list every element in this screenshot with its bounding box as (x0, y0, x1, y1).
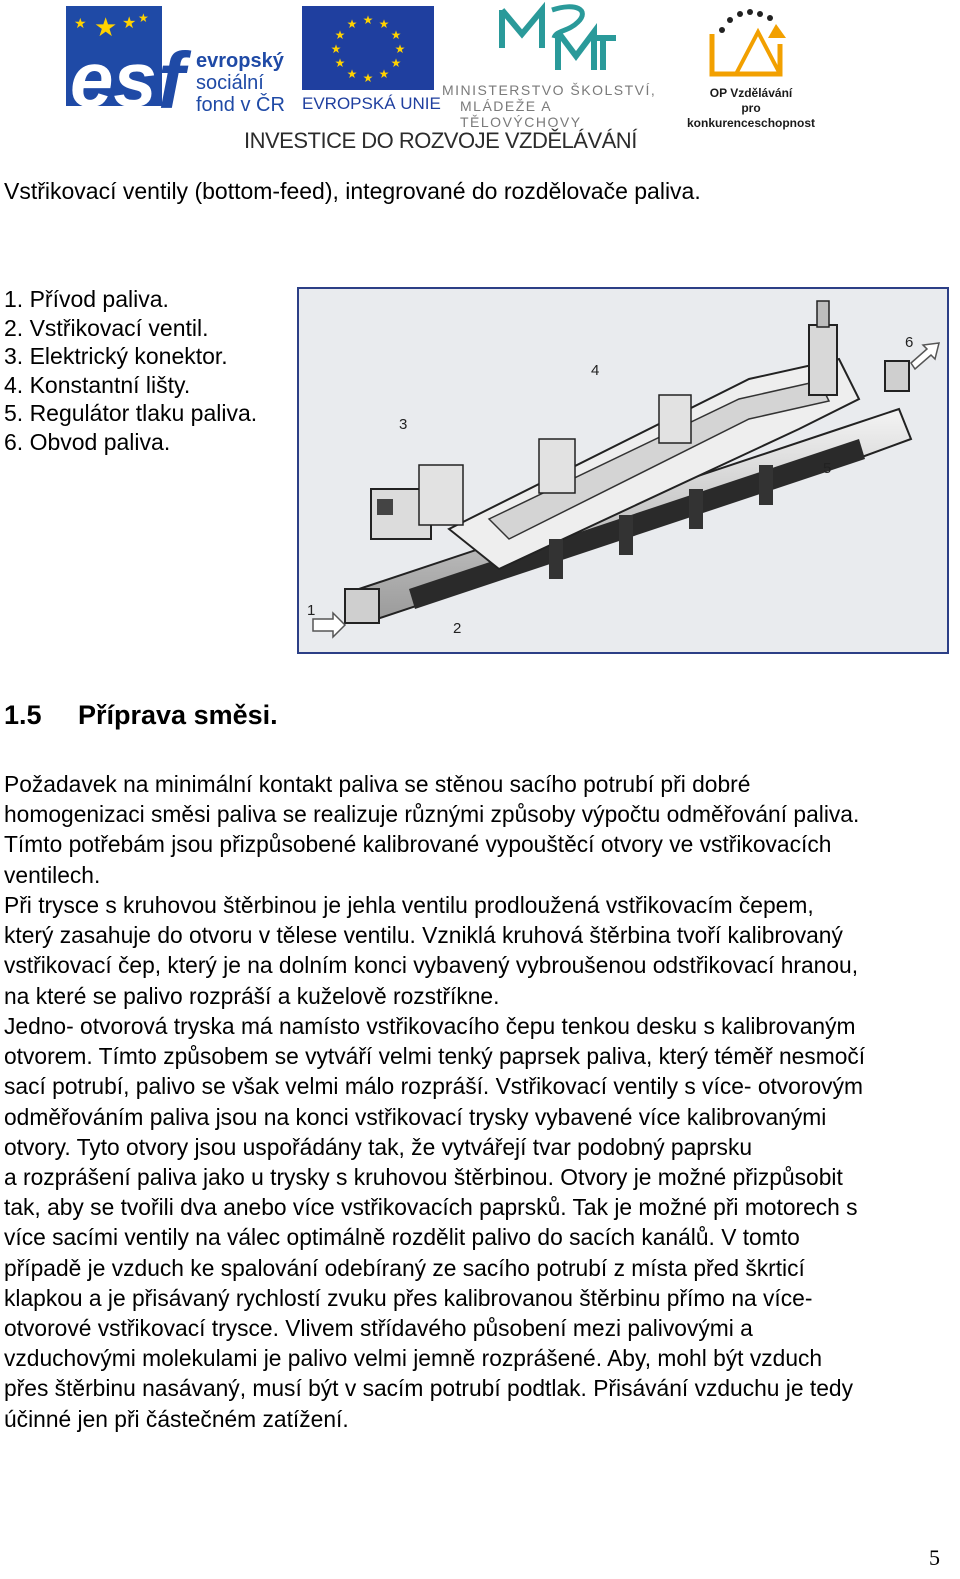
paragraph-line: klapkou a je přisávaný rychlostí zvuku přes kalibrovanou štěrbinu přímo na více- (4, 1284, 813, 1311)
svg-text:★: ★ (122, 13, 137, 32)
op-mark (706, 4, 790, 82)
paragraph-line: homogenizaci směsi paliva se realizuje různými způsoby výpočtu odměřování paliva. (4, 801, 860, 828)
svg-text:★: ★ (378, 67, 390, 81)
svg-text:★: ★ (74, 16, 87, 32)
page-number: 5 (929, 1545, 940, 1570)
svg-text:★: ★ (334, 28, 346, 42)
eu-flag (302, 6, 434, 90)
paragraph-line: sací potrubí, palivo se však velmi málo rozpráší. Vstřikovací ventily s více- otvorovým (4, 1073, 863, 1100)
legend-item: 5. Regulátor tlaku paliva. (4, 400, 258, 427)
esf-line2: sociální (196, 72, 264, 94)
svg-text:★: ★ (346, 17, 358, 31)
paragraph-line: ventilech. (4, 861, 101, 888)
header-tagline: INVESTICE DO ROZVOJE VZDĚLÁVÁNÍ (244, 128, 637, 153)
eu-logo (302, 6, 441, 116)
paragraph-3 (4, 1011, 954, 1434)
svg-text:f: f (158, 36, 185, 125)
svg-text:★: ★ (346, 67, 358, 81)
paragraph-line: Při trysce s kruhovou štěrbinou je jehla ventilu prodloužená vstřikovacím čepem, (4, 892, 814, 918)
svg-text:★: ★ (94, 13, 118, 43)
esf-line1: evropský (196, 50, 284, 72)
paragraph-line: tak, aby se tvořili dva anebo více vstřikovacích paprsků. Tak je možné při motorech s (4, 1194, 858, 1221)
intro-text: Vstřikovací ventily (bottom-feed), integrované do rozdělovače paliva. (4, 178, 701, 204)
svg-text:★: ★ (390, 56, 402, 70)
msmt-logo (442, 4, 672, 130)
svg-text:★: ★ (138, 11, 149, 25)
paragraph-line: na které se palivo rozpráší a kuželově rozstříkne. (4, 982, 500, 1009)
paragraph-line: Tímto potřebám jsou přizpůsobené kalibrované vypouštěcí otvory ve vstřikovacích (4, 831, 832, 858)
outlet-arrow-icon (911, 343, 939, 369)
msmt-text (442, 82, 672, 130)
esf-flag (66, 6, 162, 123)
paragraph-line: Jedno- otvorová tryska má namísto vstřikovacího čepu tenkou desku s kalibrovaným (4, 1013, 856, 1039)
paragraph-line: případě je vzduch ke spalování odebíraný ze sacího potrubí z místa před škrticí (4, 1254, 805, 1281)
paragraph-line: který zasahuje do otvoru v tělese ventilu. Vzniklá kruhová štěrbina tvoří kalibrovaný (4, 922, 843, 949)
svg-text:★: ★ (362, 13, 374, 27)
inlet-arrow-icon (313, 613, 345, 637)
legend-item: 6. Obvod paliva. (4, 428, 171, 455)
paragraph-line: otvory. Tyto otvory jsou uspořádány tak, že vytvářejí tvar podobný paprsku (4, 1133, 753, 1160)
paragraph-line: vzduchovými molekulami je palivo velmi jemně rozprášené. Aby, mohl být vzduch (4, 1345, 823, 1372)
section-heading (4, 700, 278, 731)
esf-text (196, 50, 285, 116)
legend-item: 3. Elektrický konektor. (4, 343, 228, 370)
paragraph-line: otvorové vstřikovací trysce. Vlivem střídavého působení mezi palivovými a (4, 1315, 753, 1342)
svg-text:★: ★ (330, 42, 342, 56)
op-text (676, 86, 826, 131)
paragraph-line: a rozprášení paliva jako u trysky s kruhovou štěrbinou. Otvory je možné přizpůsobit (4, 1164, 843, 1191)
paragraph-line: více sacími ventily na válec optimálně rozdělit palivo do sacích kanálů. V tomto (4, 1224, 800, 1251)
msmt-line2: MLÁDEŽE A TĚLOVÝCHOVY (460, 98, 582, 130)
figure-label-2: 2 (453, 620, 462, 637)
figure-legend (4, 285, 257, 457)
msmt-line1: MINISTERSTVO ŠKOLSTVÍ, (442, 82, 657, 98)
legend-item: 2. Vstřikovací ventil. (4, 314, 209, 341)
legend-item: 4. Konstantní lišty. (4, 371, 191, 398)
paragraph-1 (4, 769, 954, 890)
svg-text:★: ★ (394, 42, 406, 56)
figure-label-5: 5 (823, 460, 832, 477)
figure-label-1: 1 (307, 602, 316, 619)
figure-label-6: 6 (905, 334, 914, 351)
op-line2: pro konkurenceschopnost (686, 101, 816, 130)
paragraph-line: odměřováním paliva jsou na konci vstřikovací trysky vybavené více kalibrovanými (4, 1103, 827, 1130)
figure-label-3: 3 (399, 416, 408, 433)
svg-text:★: ★ (378, 17, 390, 31)
svg-text:★: ★ (334, 56, 346, 70)
esf-logo (66, 6, 292, 125)
op-line1: OP Vzdělávání (709, 86, 793, 100)
paragraph-line: účinné jen při částečném zatížení. (4, 1405, 349, 1432)
esf-line3: fond v ČR (196, 94, 285, 116)
paragraph-2 (4, 890, 954, 1011)
legend-item: 1. Přívod paliva. (4, 286, 169, 312)
svg-text:★: ★ (390, 28, 402, 42)
fuel-rail-illustration (299, 289, 947, 652)
paragraph-line: Požadavek na minimální kontakt paliva se stěnou sacího potrubí při dobré (4, 771, 751, 797)
msmt-mark (498, 4, 618, 78)
paragraph-line: přes štěrbinu nasávaný, musí být v sacím potrubí podtlak. Přisávání vzduchu je tedy (4, 1375, 853, 1402)
op-logo (676, 4, 826, 130)
paragraph-line: otvorem. Tímto způsobem se vytváří velmi tenký paprsek paliva, který téměř nesmočí (4, 1043, 866, 1070)
svg-text:es: es (70, 35, 157, 123)
eu-label: EVROPSKÁ UNIE (302, 94, 441, 113)
section-number: 1.5 (4, 700, 42, 730)
header-logos (0, 0, 960, 160)
section-title: Příprava směsi. (78, 700, 278, 730)
fuel-rail-figure (297, 287, 949, 654)
paragraph-line: vstřikovací čep, který je na dolním konci vybavený vybroušenou odstřikovací hranou, (4, 952, 859, 979)
svg-text:★: ★ (362, 71, 374, 85)
figure-label-4: 4 (591, 362, 600, 379)
